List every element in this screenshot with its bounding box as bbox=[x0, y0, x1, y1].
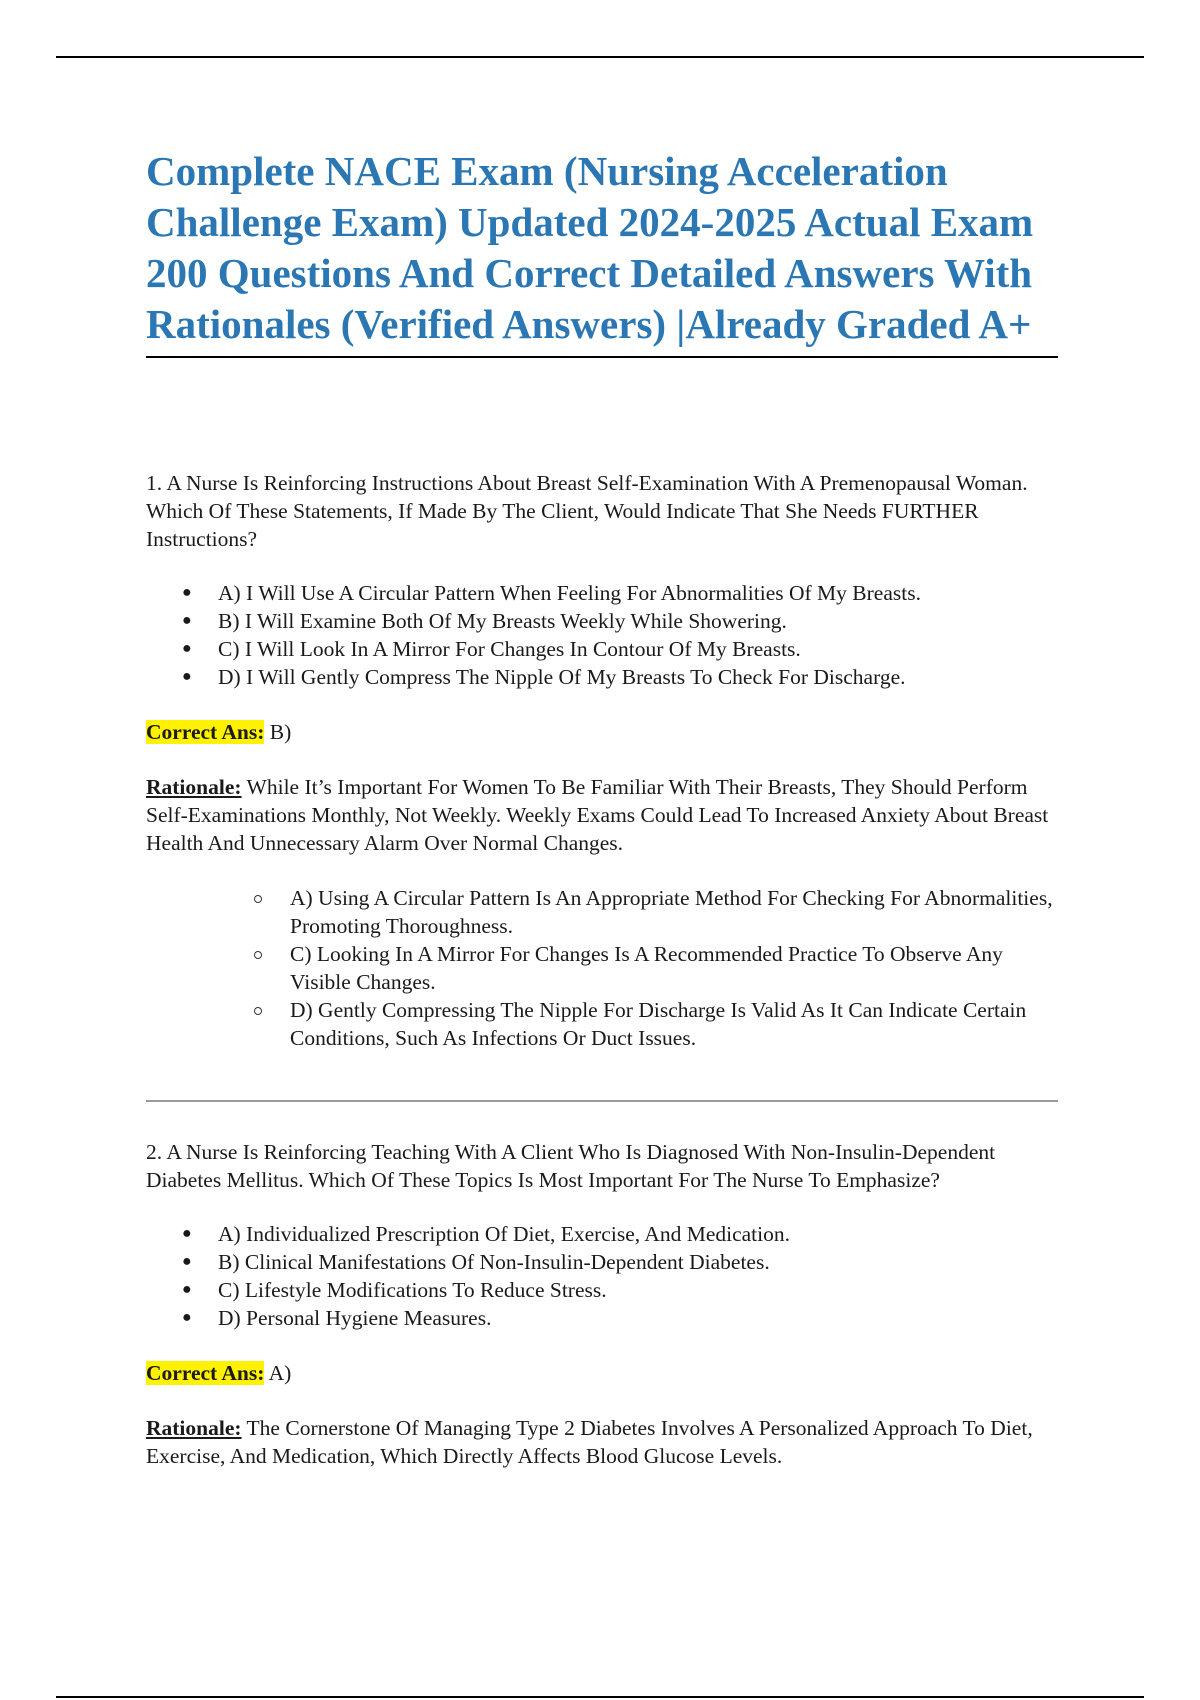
rationale-text: The Cornerstone Of Managing Type 2 Diabetes Involves A Personalized Approach To Diet, Exercise, And Medication, Which Directly Affects Blood Glucose Levels. bbox=[146, 1416, 1033, 1468]
option-d: ● D) I Will Gently Compress The Nipple Of My Breasts To Check For Discharge. bbox=[182, 665, 906, 689]
correct-answer bbox=[146, 1359, 1058, 1387]
rationale-text: While It’s Important For Women To Be Familiar With Their Breasts, They Should Perform Self-Examinations Monthly, Not Weekly. Weekly Exams Could Lead To Increased Anxiety About Breast Health And Unnecessary Alarm Over Normal Changes. bbox=[146, 775, 1049, 855]
question-1 bbox=[146, 469, 1058, 1052]
rationale-label: Rationale: bbox=[146, 775, 242, 799]
options-list bbox=[146, 579, 1058, 691]
bullet-icon: ● bbox=[182, 1281, 192, 1298]
option-c: ● C) Lifestyle Modifications To Reduce Stress. bbox=[182, 1278, 607, 1302]
option-a: ● A) Individualized Prescription Of Diet, Exercise, And Medication. bbox=[182, 1222, 790, 1246]
question-text: 1. A Nurse Is Reinforcing Instructions About Breast Self-Examination With A Premenopausal Woman. Which Of These Statements, If Made By The Client, Would Indicate That She Needs FURTHER Instructions? bbox=[146, 471, 1028, 551]
bullet-icon: ● bbox=[182, 1225, 192, 1242]
bullet-icon: ● bbox=[182, 668, 192, 685]
top-rule bbox=[56, 56, 1144, 58]
sub-rationale-c: C) Looking In A Mirror For Changes Is A Recommended Practice To Observe Any Visible Changes. bbox=[290, 940, 1058, 996]
bottom-rule bbox=[56, 1696, 1144, 1698]
sub-rationale-list bbox=[146, 884, 1058, 1052]
option-a: ● A) I Will Use A Circular Pattern When Feeling For Abnormalities Of My Breasts. bbox=[182, 581, 921, 605]
bullet-icon: ● bbox=[182, 640, 192, 657]
correct-answer bbox=[146, 718, 1058, 746]
question-text: 2. A Nurse Is Reinforcing Teaching With A Client Who Is Diagnosed With Non-Insulin-Dependent Diabetes Mellitus. Which Of These Topics Is Most Important For The Nurse To Emphasize? bbox=[146, 1140, 996, 1192]
bullet-icon: ● bbox=[182, 1309, 192, 1326]
question-2 bbox=[146, 1138, 1058, 1470]
correct-answer-label: Correct Ans: bbox=[146, 720, 265, 744]
section-divider bbox=[146, 1100, 1058, 1102]
bullet-icon: ● bbox=[182, 584, 192, 601]
circle-bullet-icon bbox=[254, 1007, 262, 1015]
bullet-icon: ● bbox=[182, 612, 192, 629]
correct-answer-value: B) bbox=[269, 720, 292, 744]
bullet-icon: ● bbox=[182, 1253, 192, 1270]
circle-bullet-icon bbox=[254, 951, 262, 959]
correct-answer-label: Correct Ans: bbox=[146, 1361, 265, 1385]
document-title: Complete NACE Exam (Nursing Acceleration Challenge Exam) Updated 2024-2025 Actual Exam 200 Questions And Correct Detailed Answers With Rationales (Verified Answers) |Already Graded A+ bbox=[146, 146, 1058, 358]
options-list bbox=[146, 1220, 1058, 1332]
option-b: ● B) Clinical Manifestations Of Non-Insulin-Dependent Diabetes. bbox=[182, 1250, 770, 1274]
sub-rationale-d: D) Gently Compressing The Nipple For Discharge Is Valid As It Can Indicate Certain Conditions, Such As Infections Or Duct Issues. bbox=[290, 996, 1058, 1052]
rationale-label: Rationale: bbox=[146, 1416, 242, 1440]
circle-bullet-icon bbox=[254, 895, 262, 903]
option-b: ● B) I Will Examine Both Of My Breasts Weekly While Showering. bbox=[182, 609, 787, 633]
correct-answer-value: A) bbox=[268, 1361, 292, 1385]
sub-rationale-a: A) Using A Circular Pattern Is An Appropriate Method For Checking For Abnormalities, Promoting Thoroughness. bbox=[290, 884, 1058, 940]
option-c: ● C) I Will Look In A Mirror For Changes In Contour Of My Breasts. bbox=[182, 637, 801, 661]
rationale bbox=[146, 1414, 1058, 1470]
option-d: ● D) Personal Hygiene Measures. bbox=[182, 1306, 492, 1330]
rationale bbox=[146, 773, 1058, 857]
document-body bbox=[146, 146, 1058, 1470]
